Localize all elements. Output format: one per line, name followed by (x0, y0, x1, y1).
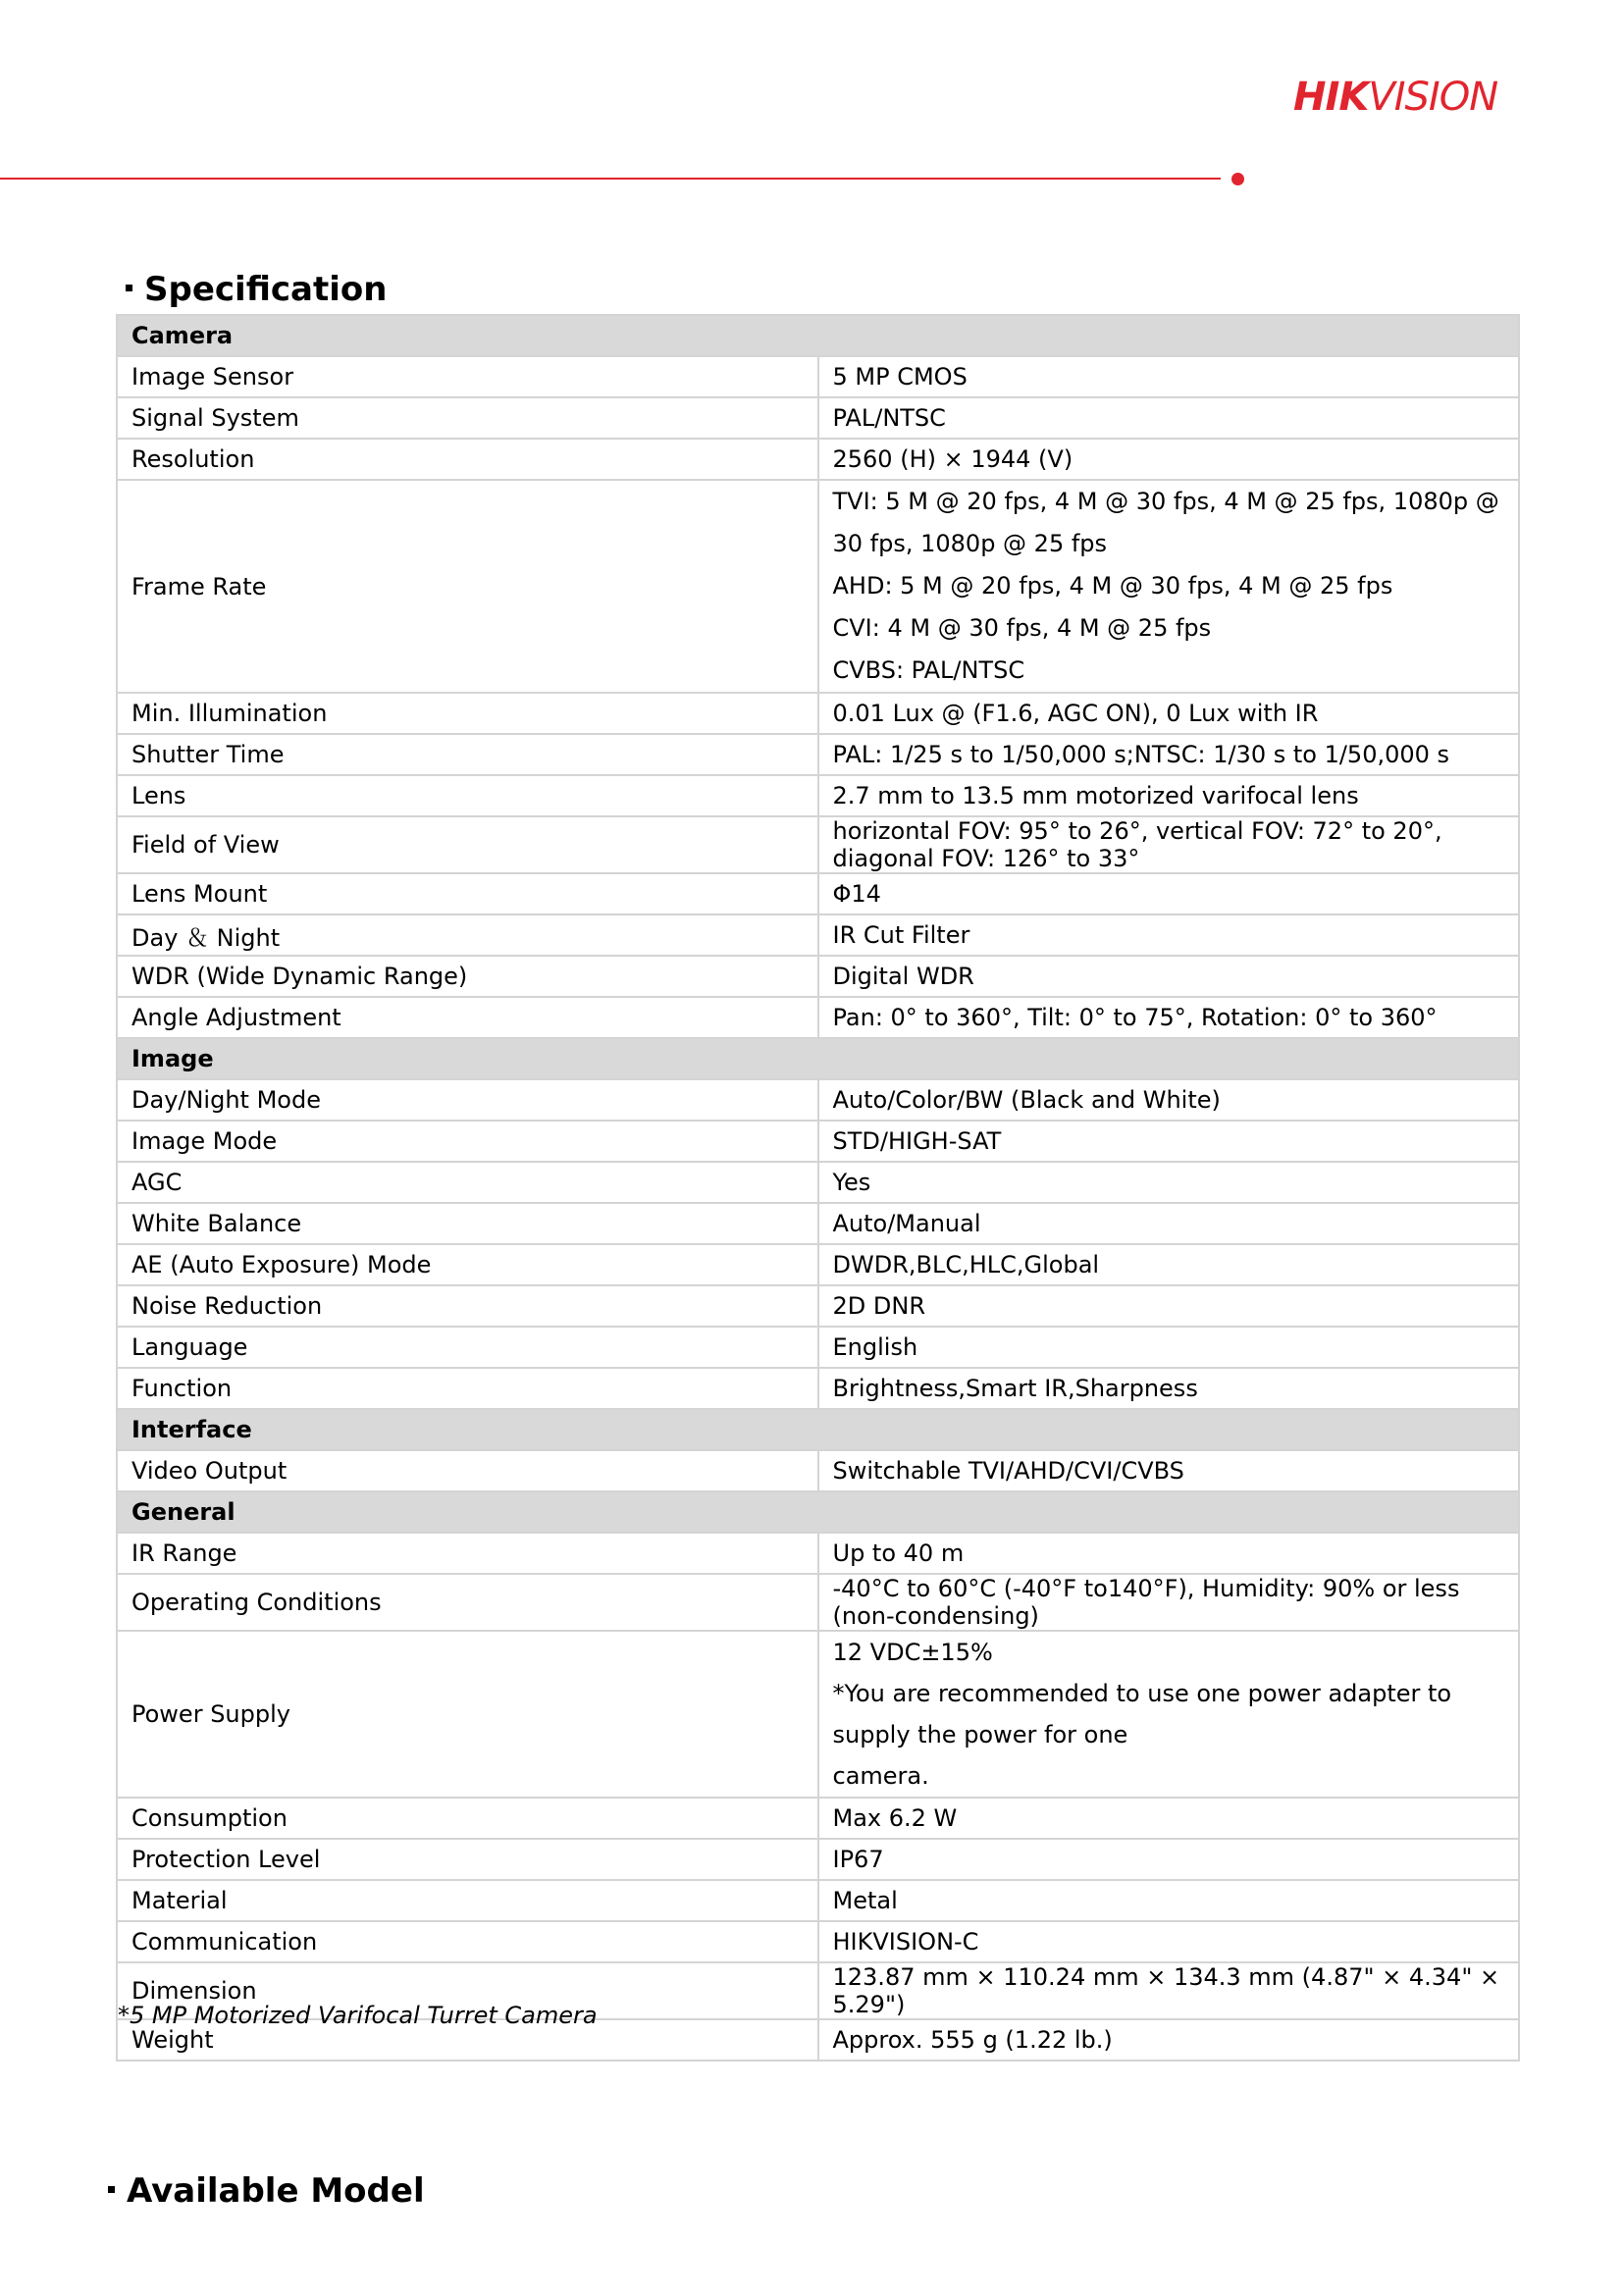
available-model-heading-text: Available Model (127, 2171, 425, 2211)
spec-key: Resolution (117, 439, 818, 480)
spec-row (117, 1574, 1519, 1631)
spec-value (818, 356, 1520, 397)
spec-key: Language (117, 1327, 818, 1368)
spec-key: Lens (117, 775, 818, 816)
specification-heading (126, 268, 387, 311)
spec-value-line: Brightness,Smart IR,Sharpness (832, 1375, 1198, 1402)
spec-value (818, 439, 1520, 480)
spec-key: Weight (117, 2019, 818, 2061)
heading-bullet (108, 2186, 115, 2193)
spec-key: Consumption (117, 1798, 818, 1839)
spec-key: Angle Adjustment (117, 997, 818, 1038)
spec-value-line: HIKVISION-C (832, 1928, 979, 1956)
spec-row (117, 1798, 1519, 1839)
spec-value (818, 734, 1520, 775)
spec-value (818, 693, 1520, 734)
spec-row (117, 1079, 1519, 1121)
spec-row (117, 1921, 1519, 1962)
spec-value-line: 123.87 mm × 110.24 mm × 134.3 mm (4.87" × 4.34" × 5.29") (832, 1963, 1500, 2018)
spec-value (818, 775, 1520, 816)
spec-value (818, 914, 1520, 956)
heading-bullet (126, 285, 132, 291)
logo-text-vision: VISION (1368, 75, 1498, 120)
spec-value-line: horizontal FOV: 95° to 26°, vertical FOV: 72° to 20°, diagonal FOV: 126° to 33° (832, 817, 1442, 872)
spec-row (117, 1327, 1519, 1368)
specification-table-body (117, 315, 1519, 2061)
spec-value (818, 1574, 1520, 1631)
spec-row (117, 1162, 1519, 1203)
spec-key: Communication (117, 1921, 818, 1962)
spec-key: White Balance (117, 1203, 818, 1244)
spec-value-line: 2D DNR (832, 1292, 925, 1320)
spec-value-line: 2.7 mm to 13.5 mm motorized varifocal lens (832, 782, 1359, 809)
spec-key: Signal System (117, 397, 818, 439)
spec-key: Min. Illumination (117, 693, 818, 734)
spec-value-line: Digital WDR (832, 963, 974, 990)
spec-row (117, 956, 1519, 997)
spec-value-line: camera. (832, 1762, 929, 1790)
spec-row (117, 734, 1519, 775)
spec-value (818, 480, 1520, 693)
spec-row (117, 816, 1519, 873)
spec-value-line: 5 MP CMOS (832, 363, 968, 391)
section-header-row (117, 1038, 1519, 1079)
spec-row (117, 1121, 1519, 1162)
spec-value-line: Pan: 0° to 360°, Tilt: 0° to 75°, Rotation: 0° to 360° (832, 1004, 1438, 1031)
spec-key: Image Mode (117, 1121, 818, 1162)
spec-row (117, 480, 1519, 693)
spec-value (818, 1203, 1520, 1244)
spec-value-line: AHD: 5 M @ 20 fps, 4 M @ 30 fps, 4 M @ 25 fps (832, 572, 1393, 600)
spec-value (818, 1839, 1520, 1880)
spec-key: Day ＆ Night (117, 914, 818, 956)
spec-value-line: 12 VDC±15% (832, 1639, 993, 1666)
spec-value-line: IR Cut Filter (832, 921, 970, 949)
spec-key: Dimension (117, 1962, 818, 2019)
spec-value (818, 1880, 1520, 1921)
spec-value-line: *You are recommended to use one power adapter to supply the power for one (832, 1680, 1452, 1748)
spec-row (117, 693, 1519, 734)
spec-key: Power Supply (117, 1631, 818, 1798)
spec-value-line: STD/HIGH-SAT (832, 1127, 1002, 1155)
spec-value-line: IP67 (832, 1846, 884, 1873)
header-divider-dot (1231, 173, 1244, 185)
specification-heading-text: Specification (144, 270, 388, 309)
section-header: General (117, 1491, 1519, 1533)
section-header-row (117, 1409, 1519, 1450)
spec-value (818, 956, 1520, 997)
spec-value (818, 816, 1520, 873)
header-divider (0, 178, 1221, 180)
spec-row (117, 997, 1519, 1038)
spec-key: AGC (117, 1162, 818, 1203)
spec-row (117, 1880, 1519, 1921)
spec-row (117, 1203, 1519, 1244)
footnote: *5 MP Motorized Varifocal Turret Camera (118, 2002, 598, 2029)
spec-key: Video Output (117, 1450, 818, 1491)
section-header-row (117, 1491, 1519, 1533)
spec-value-line: DWDR,BLC,HLC,Global (832, 1251, 1100, 1278)
spec-value (818, 1533, 1520, 1574)
spec-key: Frame Rate (117, 480, 818, 693)
spec-key: Lens Mount (117, 873, 818, 914)
spec-key: WDR (Wide Dynamic Range) (117, 956, 818, 997)
spec-key: Material (117, 1880, 818, 1921)
available-model-heading (108, 2169, 425, 2213)
spec-value (818, 1244, 1520, 1285)
section-header: Interface (117, 1409, 1519, 1450)
spec-row (117, 873, 1519, 914)
spec-value (818, 1162, 1520, 1203)
spec-value-line: Auto/Manual (832, 1210, 981, 1237)
spec-value-line: 0.01 Lux @ (F1.6, AGC ON), 0 Lux with IR (832, 700, 1319, 727)
spec-key: Shutter Time (117, 734, 818, 775)
spec-value-line: CVI: 4 M @ 30 fps, 4 M @ 25 fps (832, 614, 1212, 642)
spec-key: Function (117, 1368, 818, 1409)
spec-value (818, 1450, 1520, 1491)
spec-value (818, 1079, 1520, 1121)
spec-value (818, 1631, 1520, 1798)
spec-value-line: Max 6.2 W (832, 1804, 958, 1832)
spec-row (117, 397, 1519, 439)
spec-key: IR Range (117, 1533, 818, 1574)
spec-row (117, 1631, 1519, 1798)
spec-row (117, 1244, 1519, 1285)
spec-value-line: CVBS: PAL/NTSC (832, 656, 1025, 684)
hikvision-logo (1293, 73, 1558, 122)
spec-value (818, 1921, 1520, 1962)
spec-value-line: Metal (832, 1887, 898, 1914)
spec-row (117, 775, 1519, 816)
spec-value-line: PAL: 1/25 s to 1/50,000 s;NTSC: 1/30 s to 1/50,000 s (832, 741, 1450, 768)
spec-value-line: Auto/Color/BW (Black and White) (832, 1086, 1221, 1114)
section-header: Camera (117, 315, 1519, 356)
spec-value-line: 2560 (H) × 1944 (V) (832, 445, 1073, 473)
spec-value (818, 1327, 1520, 1368)
spec-value (818, 1962, 1520, 2019)
spec-value (818, 1798, 1520, 1839)
spec-row (117, 1285, 1519, 1327)
spec-value (818, 1368, 1520, 1409)
spec-value (818, 397, 1520, 439)
spec-key: Field of View (117, 816, 818, 873)
spec-key: Protection Level (117, 1839, 818, 1880)
spec-value (818, 873, 1520, 914)
section-header: Image (117, 1038, 1519, 1079)
spec-key: Day/Night Mode (117, 1079, 818, 1121)
spec-row (117, 1533, 1519, 1574)
spec-row (117, 1368, 1519, 1409)
spec-value-line: -40°C to 60°C (-40°F to140°F), Humidity: 90% or less (non-condensing) (832, 1575, 1460, 1630)
spec-value (818, 1285, 1520, 1327)
spec-value-line: Up to 40 m (832, 1539, 965, 1567)
spec-key: AE (Auto Exposure) Mode (117, 1244, 818, 1285)
spec-value-line: Φ14 (832, 880, 881, 908)
spec-value (818, 1121, 1520, 1162)
spec-row (117, 356, 1519, 397)
spec-value-line: Yes (832, 1169, 871, 1196)
section-header-row (117, 315, 1519, 356)
spec-value (818, 997, 1520, 1038)
spec-value-line: Switchable TVI/AHD/CVI/CVBS (832, 1457, 1184, 1485)
spec-value-line: TVI: 5 M @ 20 fps, 4 M @ 30 fps, 4 M @ 25 fps, 1080p @ 30 fps, 1080p @ 25 fps (832, 488, 1499, 557)
spec-key: Operating Conditions (117, 1574, 818, 1631)
logo-text-hik: HIK (1293, 75, 1369, 120)
spec-row (117, 1839, 1519, 1880)
spec-row (117, 1450, 1519, 1491)
specification-table (116, 314, 1520, 2061)
spec-key: Noise Reduction (117, 1285, 818, 1327)
spec-value-line: English (832, 1333, 918, 1361)
spec-value-line: PAL/NTSC (832, 404, 946, 432)
spec-value (818, 2019, 1520, 2061)
spec-value-line: Approx. 555 g (1.22 lb.) (832, 2026, 1113, 2054)
spec-key: Image Sensor (117, 356, 818, 397)
spec-row (117, 914, 1519, 956)
spec-row (117, 439, 1519, 480)
